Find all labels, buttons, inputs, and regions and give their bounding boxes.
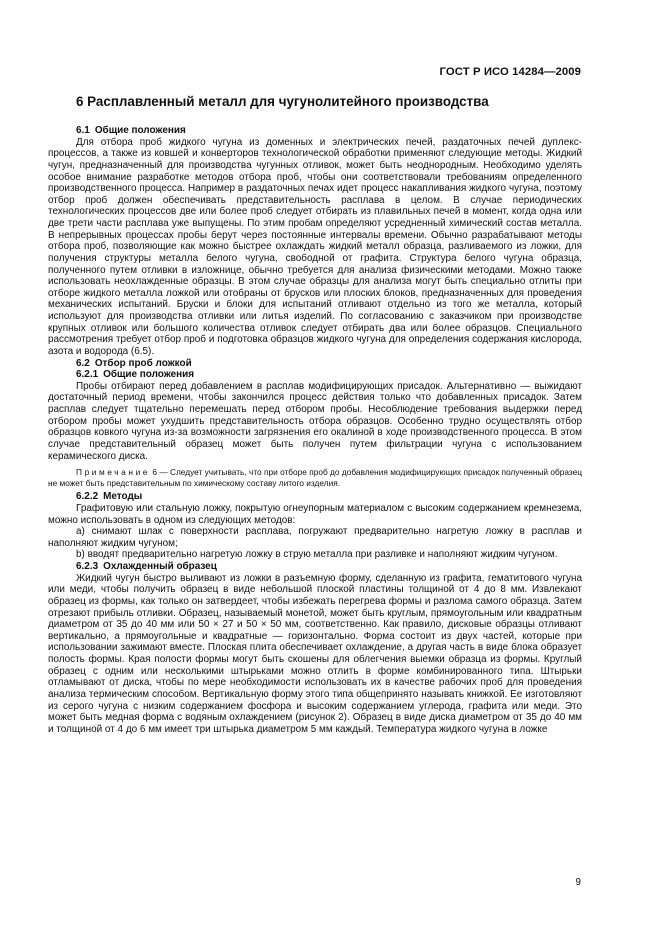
subsection-number: 6.2	[76, 357, 90, 369]
subsection-number: 6.2.1	[76, 369, 99, 381]
subsection-number: 6.2.3	[76, 561, 99, 573]
subsection-title: Методы	[103, 491, 143, 503]
paragraph: Графитовую или стальную ложку, покрытую огнеупорным материалом с высоким содержанием кремнезема, можно использовать в одном из следующих методов:	[48, 502, 582, 526]
subsection-title: Охлажденный образец	[103, 561, 217, 573]
subsection-6-1-heading	[48, 125, 582, 137]
list-item-a: а) снимают шлак с поверхности расплава, погружают предварительно нагретую ложку в расплав и наполняют жидким чугуном;	[48, 526, 582, 549]
subsection-6-2-3-heading	[48, 561, 582, 573]
subsection-6-2-2-heading	[48, 491, 582, 503]
subsection-number: 6.1	[76, 125, 90, 136]
subsection-title: Общие положения	[103, 369, 195, 381]
page-body	[48, 124, 582, 735]
subsection-title: Отбор проб ложкой	[94, 357, 192, 369]
paragraph: Для отбора проб жидкого чугуна из доменных и электрических печей, раздаточных печей дуплекс-процессов, а также из ковшей и конверторов технологической обработки применяют следующие методы. Жидкий чугун, предназначенный для производства чугунных отливок, может быть неоднородным. Необходимо уделять особое внимание разработке методов отбора проб, чтобы они соответствовали требованиям определенного производственного процесса. Например в раздаточных печах идет процесс накапливания жидкого чугуна, поэтому отбор проб должен обеспечивать представительность расплава в целом. В случае периодических технологических процессов две или более проб следует отбирать из плавильных печей в момент, когда одна или две трети части расплава уже выпущены. По этим пробам определяют усредненный химический состав металла. В непрерывных процессах пробы берут через постоянные интервалы времени. Обычно разрабатывают методы отбора проб, позволяющие как можно быстрее охлаждать жидкий металл образца, разливаемого из ложки, для получения структуры металла белого чугуна, свободной от графита. Структура белого чугуна образца, полученного путем отливки в изложнице, обычно требуется для анализа физическими методами. Можно также использовать неохлажденные образцы. В этом случае образцы для анализа могут быть специально отлиты при отборе жидкого металла ложкой или отобраны от брусков или плоских блоков, предназначенных для проведения механических испытаний. Бруски и блоки для испытаний отливают отдельно из того же металла, который используют для производства отливки или литья изделий. По согласованию с заказчиком при производстве крупных отливок или большого количества отливок следует отбирать два или более образцов. Специального рассмотрения требует отбор проб и подготовка образцов жидкого чугуна для определения содержания кислорода, азота и водорода (6.5).	[48, 136, 582, 357]
note-text: 6 — Следует учитывать, что при отборе проб до добавления модифицирующих присадок полученный образец не может быть представительным по химическому составу литого изделия.	[48, 467, 582, 488]
document-header: ГОСТ Р ИСО 14284—2009	[439, 66, 581, 78]
paragraph: Жидкий чугун быстро выливают из ложки в разъемную форму, сделанную из графита, гематитового чугуна или меди, чтобы получить образец в виде небольшой плоской пластины толщиной от 4 до 8 мм. Извлекают образец из формы, как только он затвердеет, чтобы избежать перегрева формы и разлома самого образца. Затем отрезают прибыль отливки. Образец, называемый монетой, может быть круглым, прямоугольным или квадратным диаметром от 35 до 40 мм или 50 × 27 и 50 × 50 мм, соответственно. Как правило, дисковые образцы отливают вертикально, а прямоугольные и квадратные — горизонтально. Форма состоит из двух частей, которые при использовании зажимают вместе. Плоская плита обеспечивает охлаждение, а другая часть в виде блока образует полость формы. Края полости формы могут быть скошены для облегчения выемки образца из формы. Круглый образец с одним или несколькими штырьками можно отлить в форме комбинированного типа. Штырьки отламывают от диска, чтобы по мере необходимости использовать их в качестве рабочих проб для проведения анализа термическим способом. Вертикальную форму этого типа общепринято называть книжкой. Ее изготовляют из серого чугуна с низким содержанием фосфора и высоким содержанием углерода, графита или меди. Это может быть медная форма с водяным охлаждением (рисунок 2). Образец в виде диска диаметром от 35 до 40 мм и толщиной от 4 до 6 мм имеет три штырька диаметром 5 мм каждый. Температура жидкого чугуна в ложке	[48, 572, 582, 735]
note	[48, 467, 582, 488]
subsection-6-2-heading	[48, 358, 582, 370]
subsection-number: 6.2.2	[76, 491, 99, 503]
page-number: 9	[575, 877, 581, 888]
paragraph: Пробы отбирают перед добавлением в расплав модифицирующих присадок. Альтернативно — выжидают достаточный период времени, чтобы закончился процесс действия только что добавленных присадок. Затем расплав следует тщательно перемешать перед отбором пробы. Несоблюдение требования выдержки перед отбором пробы может ухудшить представительность отбора образцов. Особенно трудно осуществлять отбор образцов ковкого чугуна из-за возможности загрязнения его окалиной в ходе производственного процесса. В этом случае представительный образец может быть получен путем фильтрации чугуна с использованием керамического диска.	[48, 380, 582, 462]
list-item-b: b) вводят предварительно нагретую ложку в струю металла при разливке и наполняют жидким чугуном.	[76, 549, 558, 561]
subsection-title: Общие положения	[94, 125, 186, 136]
subsection-6-2-1-heading	[48, 369, 582, 381]
section-title: 6 Расплавленный металл для чугунолитейного производства	[76, 94, 489, 109]
note-label: Примечание	[76, 467, 151, 478]
